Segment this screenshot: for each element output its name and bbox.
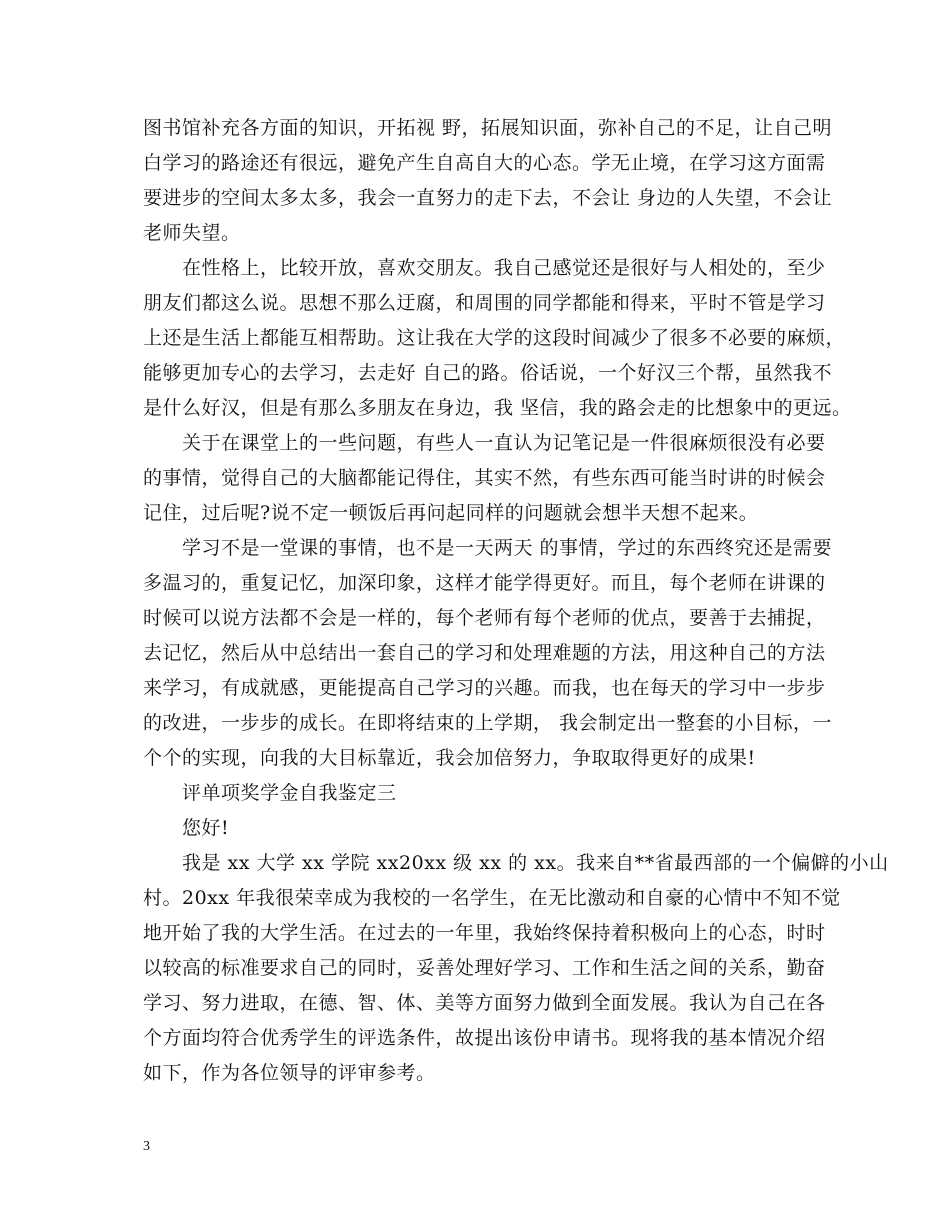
text-line: 要进步的空间太多太多，我会一直努力的走下去，不会让 身边的人失望，不会让: [143, 187, 833, 209]
text-line: 上还是生活上都能互相帮助。这让我在大学的这段时间减少了很多不必要的麻烦，: [143, 327, 846, 349]
text-line: 关于在课堂上的一些问题，有些人一直认为记笔记是一件很麻烦很没有必要: [143, 432, 826, 454]
text-line: 村。20xx 年我很荣幸成为我校的一名学生，在无比激动和自豪的心情中不知不觉: [143, 887, 841, 909]
text-line: 记住，过后呢?说不定一顿饭后再问起同样的问题就会想半天想不起来。: [143, 502, 759, 524]
section-heading: 评单项奖学金自我鉴定三: [143, 782, 397, 804]
text-line: 去记忆，然后从中总结出一套自己的学习和处理难题的方法，用这种自己的方法: [143, 642, 826, 664]
text-line: 老师失望。: [143, 222, 241, 244]
text-line: 在性格上，比较开放，喜欢交朋友。我自己感觉还是很好与人相处的，至少: [143, 257, 826, 279]
text-line: 我是 xx 大学 xx 学院 xx20xx 级 xx 的 xx。我来自**省最西部的一个偏僻的小山: [143, 852, 889, 874]
text-line: 的事情，觉得自己的大脑都能记得住，其实不然，有些东西可能当时讲的时候会: [143, 467, 826, 489]
text-line: 图书馆补充各方面的知识，开拓视 野，拓展知识面，弥补自己的不足，让自己明: [143, 117, 833, 139]
text-line: 时候可以说方法都不会是一样的，每个老师有每个老师的优点，要善于去捕捉，: [143, 607, 826, 629]
greeting: 您好!: [143, 817, 230, 839]
text-line: 是什么好汉，但是有那么多朋友在身边，我 坚信，我的路会走的比想象中的更远。: [143, 397, 852, 419]
page-number: 3: [143, 1139, 150, 1154]
text-line: 学习不是一堂课的事情，也不是一天两天 的事情，学过的东西终究还是需要: [143, 537, 833, 559]
text-line: 多温习的，重复记忆，加深印象，这样才能学得更好。而且，每个老师在讲课的: [143, 572, 826, 594]
text-line: 以较高的标准要求自己的同时，妥善处理好学习、工作和生活之间的关系，勤奋: [143, 957, 826, 979]
text-line: 朋友们都这么说。思想不那么迂腐，和周围的同学都能和得来，平时不管是学习: [143, 292, 826, 314]
text-line: 个个的实现，向我的大目标靠近，我会加倍努力，争取取得更好的成果!: [143, 747, 756, 769]
text-line: 白学习的路途还有很远，避免产生自高自大的心态。学无止境，在学习这方面需: [143, 152, 826, 174]
text-line: 地开始了我的大学生活。在过去的一年里，我始终保持着积极向上的心态，时时: [143, 922, 826, 944]
text-line: 能够更加专心的去学习，去走好 自己的路。俗话说，一个好汉三个帮，虽然我不: [143, 362, 833, 384]
text-line: 学习、努力进取，在德、智、体、美等方面努力做到全面发展。我认为自己在各: [143, 992, 826, 1014]
text-line: 如下，作为各位领导的评审参考。: [143, 1062, 436, 1084]
text-line: 来学习，有成就感，更能提高自己学习的兴趣。而我，也在每天的学习中一步步: [143, 677, 826, 699]
text-line: 的改进，一步步的成长。在即将结束的上学期， 我会制定出一整套的小目标，一: [143, 712, 833, 734]
text-line: 个方面均符合优秀学生的评选条件，故提出该份申请书。现将我的基本情况介绍: [143, 1027, 826, 1049]
